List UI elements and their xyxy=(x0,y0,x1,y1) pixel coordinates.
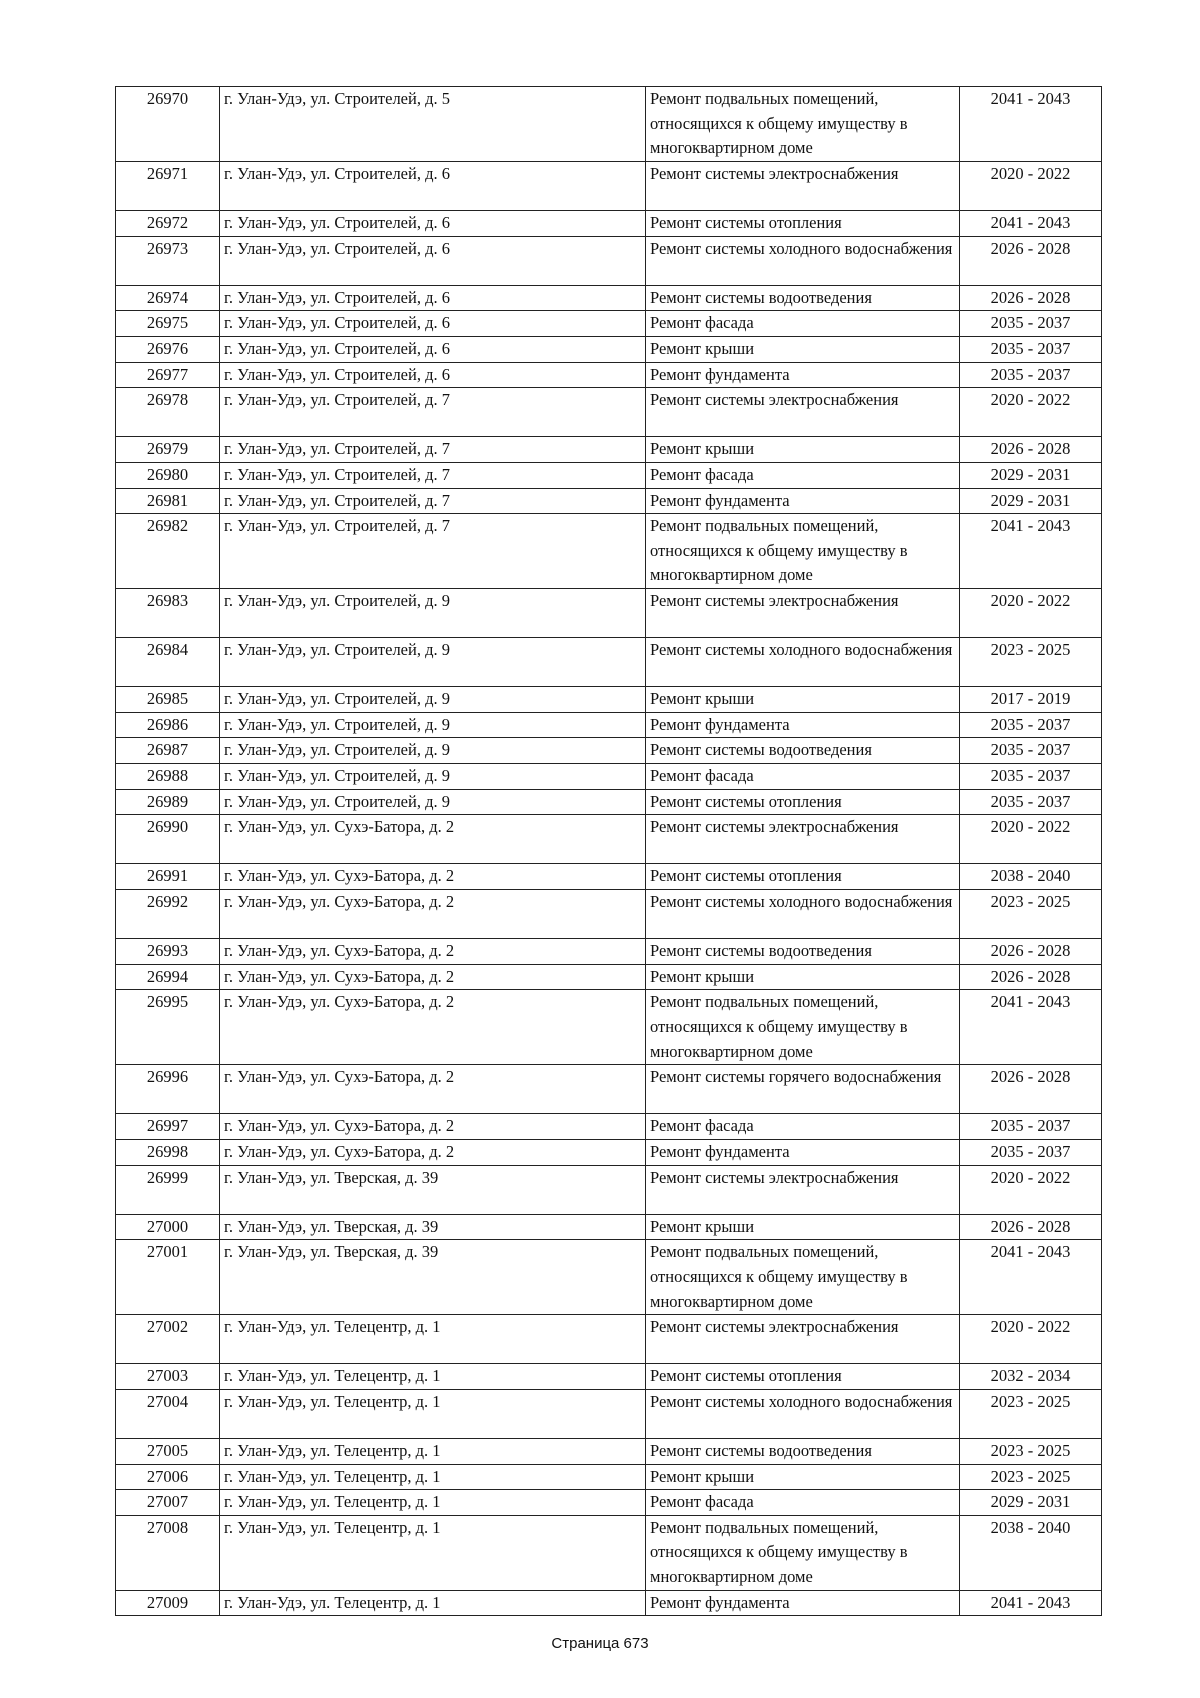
row-number: 27007 xyxy=(116,1490,220,1516)
row-address: г. Улан-Удэ, ул. Сухэ-Батора, д. 2 xyxy=(220,815,646,864)
row-number: 26986 xyxy=(116,712,220,738)
row-work-type: Ремонт системы отопления xyxy=(646,789,960,815)
row-address: г. Улан-Удэ, ул. Строителей, д. 9 xyxy=(220,588,646,637)
row-address: г. Улан-Удэ, ул. Тверская, д. 39 xyxy=(220,1240,646,1315)
row-address: г. Улан-Удэ, ул. Строителей, д. 6 xyxy=(220,362,646,388)
row-period: 2020 - 2022 xyxy=(960,588,1102,637)
row-work-type: Ремонт крыши xyxy=(646,1214,960,1240)
row-number: 26971 xyxy=(116,161,220,210)
table-row xyxy=(116,388,1102,437)
row-period: 2041 - 2043 xyxy=(960,1240,1102,1315)
row-address: г. Улан-Удэ, ул. Телецентр, д. 1 xyxy=(220,1515,646,1590)
row-address: г. Улан-Удэ, ул. Сухэ-Батора, д. 2 xyxy=(220,890,646,939)
table-row xyxy=(116,738,1102,764)
row-work-type: Ремонт системы холодного водоснабжения xyxy=(646,890,960,939)
row-address: г. Улан-Удэ, ул. Строителей, д. 6 xyxy=(220,236,646,285)
row-address: г. Улан-Удэ, ул. Строителей, д. 7 xyxy=(220,488,646,514)
row-work-type: Ремонт крыши xyxy=(646,964,960,990)
row-address: г. Улан-Удэ, ул. Сухэ-Батора, д. 2 xyxy=(220,1065,646,1114)
row-work-type: Ремонт фасада xyxy=(646,311,960,337)
row-address: г. Улан-Удэ, ул. Строителей, д. 6 xyxy=(220,285,646,311)
row-work-type: Ремонт системы отопления xyxy=(646,210,960,236)
row-work-type: Ремонт подвальных помещений, относящихся к общему имуществу в многоквартирном доме xyxy=(646,1240,960,1315)
row-work-type: Ремонт крыши xyxy=(646,687,960,713)
row-work-type: Ремонт системы электроснабжения xyxy=(646,1315,960,1364)
row-work-type: Ремонт системы электроснабжения xyxy=(646,815,960,864)
row-address: г. Улан-Удэ, ул. Телецентр, д. 1 xyxy=(220,1490,646,1516)
table-row xyxy=(116,764,1102,790)
row-number: 26985 xyxy=(116,687,220,713)
row-address: г. Улан-Удэ, ул. Строителей, д. 6 xyxy=(220,161,646,210)
row-number: 26993 xyxy=(116,939,220,965)
row-number: 26992 xyxy=(116,890,220,939)
repair-schedule-table xyxy=(115,86,1102,1616)
row-number: 26973 xyxy=(116,236,220,285)
table-row xyxy=(116,1490,1102,1516)
row-period: 2038 - 2040 xyxy=(960,1515,1102,1590)
row-work-type: Ремонт системы электроснабжения xyxy=(646,1165,960,1214)
row-number: 26984 xyxy=(116,638,220,687)
row-number: 27002 xyxy=(116,1315,220,1364)
row-period: 2035 - 2037 xyxy=(960,712,1102,738)
table-row xyxy=(116,488,1102,514)
row-address: г. Улан-Удэ, ул. Телецентр, д. 1 xyxy=(220,1590,646,1616)
row-address: г. Улан-Удэ, ул. Строителей, д. 9 xyxy=(220,789,646,815)
row-work-type: Ремонт фасада xyxy=(646,1114,960,1140)
table-row xyxy=(116,285,1102,311)
row-work-type: Ремонт подвальных помещений, относящихся к общему имуществу в многоквартирном доме xyxy=(646,514,960,589)
row-number: 26983 xyxy=(116,588,220,637)
table-row xyxy=(116,964,1102,990)
row-work-type: Ремонт системы электроснабжения xyxy=(646,161,960,210)
row-period: 2035 - 2037 xyxy=(960,336,1102,362)
row-address: г. Улан-Удэ, ул. Телецентр, д. 1 xyxy=(220,1315,646,1364)
table-row xyxy=(116,864,1102,890)
row-work-type: Ремонт системы холодного водоснабжения xyxy=(646,1389,960,1438)
row-period: 2023 - 2025 xyxy=(960,1439,1102,1465)
row-work-type: Ремонт системы водоотведения xyxy=(646,738,960,764)
row-work-type: Ремонт системы отопления xyxy=(646,864,960,890)
row-number: 26989 xyxy=(116,789,220,815)
row-number: 26999 xyxy=(116,1165,220,1214)
table-row xyxy=(116,1590,1102,1616)
row-period: 2032 - 2034 xyxy=(960,1364,1102,1390)
row-period: 2041 - 2043 xyxy=(960,87,1102,162)
row-number: 26991 xyxy=(116,864,220,890)
row-period: 2026 - 2028 xyxy=(960,437,1102,463)
row-address: г. Улан-Удэ, ул. Строителей, д. 5 xyxy=(220,87,646,162)
row-period: 2020 - 2022 xyxy=(960,161,1102,210)
row-address: г. Улан-Удэ, ул. Строителей, д. 7 xyxy=(220,514,646,589)
table-row xyxy=(116,1214,1102,1240)
row-address: г. Улан-Удэ, ул. Строителей, д. 9 xyxy=(220,764,646,790)
row-work-type: Ремонт фундамента xyxy=(646,712,960,738)
row-period: 2038 - 2040 xyxy=(960,864,1102,890)
row-number: 26995 xyxy=(116,990,220,1065)
table-row xyxy=(116,87,1102,162)
row-work-type: Ремонт крыши xyxy=(646,437,960,463)
row-work-type: Ремонт крыши xyxy=(646,1464,960,1490)
row-address: г. Улан-Удэ, ул. Сухэ-Батора, д. 2 xyxy=(220,939,646,965)
table-row xyxy=(116,161,1102,210)
row-number: 26972 xyxy=(116,210,220,236)
row-address: г. Улан-Удэ, ул. Строителей, д. 9 xyxy=(220,738,646,764)
row-number: 26994 xyxy=(116,964,220,990)
row-address: г. Улан-Удэ, ул. Строителей, д. 7 xyxy=(220,388,646,437)
row-address: г. Улан-Удэ, ул. Телецентр, д. 1 xyxy=(220,1389,646,1438)
row-number: 26997 xyxy=(116,1114,220,1140)
row-period: 2035 - 2037 xyxy=(960,764,1102,790)
table-row xyxy=(116,1315,1102,1364)
row-period: 2035 - 2037 xyxy=(960,738,1102,764)
table-row xyxy=(116,236,1102,285)
row-period: 2041 - 2043 xyxy=(960,990,1102,1065)
row-work-type: Ремонт фундамента xyxy=(646,488,960,514)
row-work-type: Ремонт системы горячего водоснабжения xyxy=(646,1065,960,1114)
row-period: 2023 - 2025 xyxy=(960,638,1102,687)
table-row xyxy=(116,712,1102,738)
row-work-type: Ремонт системы холодного водоснабжения xyxy=(646,236,960,285)
table-row xyxy=(116,437,1102,463)
table-row xyxy=(116,1165,1102,1214)
row-number: 26970 xyxy=(116,87,220,162)
row-work-type: Ремонт фасада xyxy=(646,1490,960,1516)
row-address: г. Улан-Удэ, ул. Строителей, д. 7 xyxy=(220,462,646,488)
row-number: 27006 xyxy=(116,1464,220,1490)
row-number: 26990 xyxy=(116,815,220,864)
row-work-type: Ремонт системы электроснабжения xyxy=(646,588,960,637)
row-number: 27001 xyxy=(116,1240,220,1315)
row-address: г. Улан-Удэ, ул. Строителей, д. 9 xyxy=(220,712,646,738)
row-period: 2041 - 2043 xyxy=(960,514,1102,589)
table-row xyxy=(116,514,1102,589)
row-period: 2026 - 2028 xyxy=(960,964,1102,990)
row-address: г. Улан-Удэ, ул. Сухэ-Батора, д. 2 xyxy=(220,964,646,990)
row-address: г. Улан-Удэ, ул. Строителей, д. 9 xyxy=(220,687,646,713)
row-number: 26981 xyxy=(116,488,220,514)
row-number: 27004 xyxy=(116,1389,220,1438)
row-period: 2020 - 2022 xyxy=(960,1165,1102,1214)
row-number: 26974 xyxy=(116,285,220,311)
row-address: г. Улан-Удэ, ул. Телецентр, д. 1 xyxy=(220,1464,646,1490)
row-number: 26977 xyxy=(116,362,220,388)
row-work-type: Ремонт подвальных помещений, относящихся к общему имуществу в многоквартирном доме xyxy=(646,1515,960,1590)
row-period: 2035 - 2037 xyxy=(960,1114,1102,1140)
row-period: 2026 - 2028 xyxy=(960,1214,1102,1240)
row-work-type: Ремонт фасада xyxy=(646,462,960,488)
row-number: 27000 xyxy=(116,1214,220,1240)
row-number: 27003 xyxy=(116,1364,220,1390)
row-work-type: Ремонт системы водоотведения xyxy=(646,285,960,311)
row-work-type: Ремонт фундамента xyxy=(646,1590,960,1616)
row-number: 26979 xyxy=(116,437,220,463)
row-work-type: Ремонт подвальных помещений, относящихся к общему имуществу в многоквартирном доме xyxy=(646,87,960,162)
row-work-type: Ремонт системы электроснабжения xyxy=(646,388,960,437)
table-row xyxy=(116,362,1102,388)
row-work-type: Ремонт фасада xyxy=(646,764,960,790)
table-row xyxy=(116,311,1102,337)
row-period: 2029 - 2031 xyxy=(960,462,1102,488)
row-period: 2026 - 2028 xyxy=(960,285,1102,311)
row-work-type: Ремонт системы водоотведения xyxy=(646,939,960,965)
table-row xyxy=(116,939,1102,965)
table-row xyxy=(116,210,1102,236)
row-address: г. Улан-Удэ, ул. Сухэ-Батора, д. 2 xyxy=(220,1139,646,1165)
row-address: г. Улан-Удэ, ул. Сухэ-Батора, д. 2 xyxy=(220,990,646,1065)
table-row xyxy=(116,1439,1102,1465)
table-row xyxy=(116,1515,1102,1590)
row-work-type: Ремонт крыши xyxy=(646,336,960,362)
table-row xyxy=(116,1364,1102,1390)
row-number: 27008 xyxy=(116,1515,220,1590)
row-period: 2026 - 2028 xyxy=(960,236,1102,285)
table-row xyxy=(116,1464,1102,1490)
row-period: 2020 - 2022 xyxy=(960,388,1102,437)
row-number: 26988 xyxy=(116,764,220,790)
table-row xyxy=(116,1389,1102,1438)
row-number: 26996 xyxy=(116,1065,220,1114)
row-number: 26980 xyxy=(116,462,220,488)
table-row xyxy=(116,336,1102,362)
row-work-type: Ремонт фундамента xyxy=(646,362,960,388)
row-period: 2020 - 2022 xyxy=(960,1315,1102,1364)
row-period: 2029 - 2031 xyxy=(960,488,1102,514)
table-row xyxy=(116,1065,1102,1114)
row-period: 2041 - 2043 xyxy=(960,210,1102,236)
row-address: г. Улан-Удэ, ул. Тверская, д. 39 xyxy=(220,1214,646,1240)
row-number: 27005 xyxy=(116,1439,220,1465)
row-address: г. Улан-Удэ, ул. Строителей, д. 6 xyxy=(220,336,646,362)
row-period: 2041 - 2043 xyxy=(960,1590,1102,1616)
table-row xyxy=(116,815,1102,864)
table-row xyxy=(116,588,1102,637)
row-period: 2020 - 2022 xyxy=(960,815,1102,864)
row-period: 2023 - 2025 xyxy=(960,1389,1102,1438)
row-address: г. Улан-Удэ, ул. Сухэ-Батора, д. 2 xyxy=(220,864,646,890)
row-number: 26978 xyxy=(116,388,220,437)
row-number: 26975 xyxy=(116,311,220,337)
row-address: г. Улан-Удэ, ул. Телецентр, д. 1 xyxy=(220,1364,646,1390)
row-period: 2035 - 2037 xyxy=(960,789,1102,815)
row-address: г. Улан-Удэ, ул. Строителей, д. 9 xyxy=(220,638,646,687)
row-work-type: Ремонт системы холодного водоснабжения xyxy=(646,638,960,687)
row-address: г. Улан-Удэ, ул. Телецентр, д. 1 xyxy=(220,1439,646,1465)
table-body xyxy=(116,87,1102,1616)
row-period: 2035 - 2037 xyxy=(960,311,1102,337)
table-row xyxy=(116,1114,1102,1140)
row-period: 2035 - 2037 xyxy=(960,1139,1102,1165)
table-row xyxy=(116,462,1102,488)
row-number: 26998 xyxy=(116,1139,220,1165)
table-row xyxy=(116,890,1102,939)
row-work-type: Ремонт системы отопления xyxy=(646,1364,960,1390)
row-number: 26976 xyxy=(116,336,220,362)
table-row xyxy=(116,1139,1102,1165)
row-period: 2035 - 2037 xyxy=(960,362,1102,388)
row-work-type: Ремонт системы водоотведения xyxy=(646,1439,960,1465)
row-period: 2023 - 2025 xyxy=(960,890,1102,939)
row-address: г. Улан-Удэ, ул. Сухэ-Батора, д. 2 xyxy=(220,1114,646,1140)
table-row xyxy=(116,990,1102,1065)
table-row xyxy=(116,789,1102,815)
page-number: Страница 673 xyxy=(551,1635,649,1652)
row-period: 2026 - 2028 xyxy=(960,1065,1102,1114)
row-number: 26987 xyxy=(116,738,220,764)
table-row xyxy=(116,1240,1102,1315)
row-period: 2023 - 2025 xyxy=(960,1464,1102,1490)
table-row xyxy=(116,638,1102,687)
row-period: 2029 - 2031 xyxy=(960,1490,1102,1516)
row-address: г. Улан-Удэ, ул. Строителей, д. 6 xyxy=(220,311,646,337)
row-address: г. Улан-Удэ, ул. Строителей, д. 6 xyxy=(220,210,646,236)
row-address: г. Улан-Удэ, ул. Тверская, д. 39 xyxy=(220,1165,646,1214)
row-number: 27009 xyxy=(116,1590,220,1616)
table-row xyxy=(116,687,1102,713)
row-period: 2017 - 2019 xyxy=(960,687,1102,713)
row-address: г. Улан-Удэ, ул. Строителей, д. 7 xyxy=(220,437,646,463)
row-period: 2026 - 2028 xyxy=(960,939,1102,965)
row-work-type: Ремонт подвальных помещений, относящихся к общему имуществу в многоквартирном доме xyxy=(646,990,960,1065)
row-number: 26982 xyxy=(116,514,220,589)
row-work-type: Ремонт фундамента xyxy=(646,1139,960,1165)
